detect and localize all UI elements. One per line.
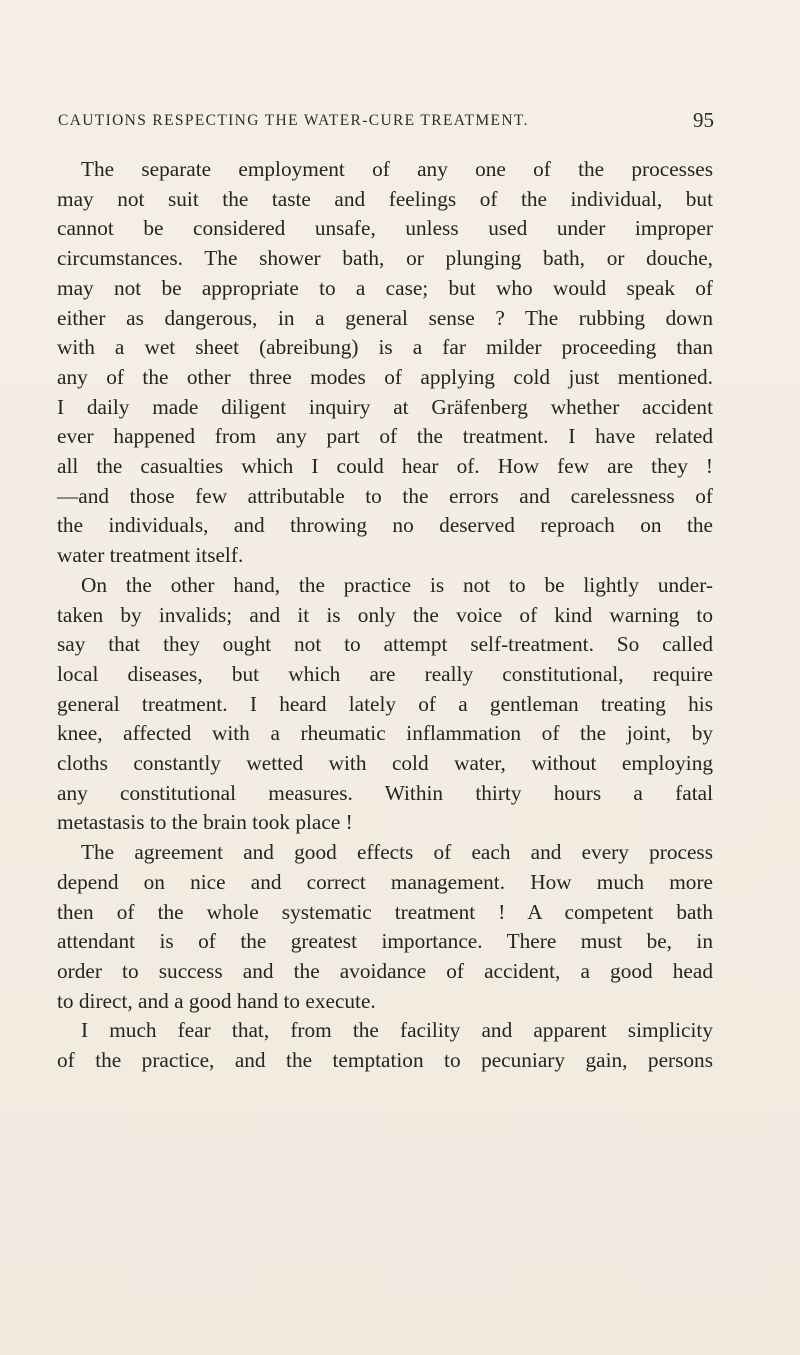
- paragraph-4: [57, 1016, 713, 1075]
- paragraph-1: [57, 155, 713, 571]
- text-line: On the other hand, the practice is not to be lightly under-: [81, 572, 713, 597]
- text-line: with a wet sheet (abreibung) is a far milder proceeding than: [57, 335, 713, 360]
- text-line: may not suit the taste and feelings of the individual, but: [57, 186, 713, 211]
- text-line: local diseases, but which are really constitutional, require: [57, 661, 713, 686]
- text-line: cannot be considered unsafe, unless used under improper: [57, 216, 713, 241]
- text-line: The agreement and good effects of each and every process: [81, 840, 713, 865]
- text-line: depend on nice and correct management. How much more: [57, 869, 713, 894]
- text-line: any constitutional measures. Within thirty hours a fatal: [57, 780, 713, 805]
- text-line: of the practice, and the temptation to pecuniary gain, persons: [57, 1048, 713, 1073]
- text-line: knee, affected with a rheumatic inflammation of the joint, by: [57, 721, 713, 746]
- text-line: any of the other three modes of applying cold just mentioned.: [57, 364, 713, 389]
- page-number: 95: [693, 108, 714, 132]
- text-line: general treatment. I heard lately of a gentleman treating his: [57, 691, 713, 716]
- text-line: I much fear that, from the facility and apparent simplicity: [81, 1018, 713, 1043]
- text-line: The separate employment of any one of the processes: [81, 157, 713, 181]
- text-line: cloths constantly wetted with cold water, without employing: [57, 751, 713, 776]
- text-line: all the casualties which I could hear of. How few are they !: [57, 454, 713, 479]
- text-line: ever happened from any part of the treatment. I have related: [57, 424, 713, 449]
- text-line: may not be appropriate to a case; but who would speak of: [57, 275, 713, 300]
- text-line: then of the whole systematic treatment ! A competent bath: [57, 899, 713, 924]
- text-line: to direct, and a good hand to execute.: [57, 988, 376, 1013]
- text-line: attendant is of the greatest importance. There must be, in: [57, 929, 713, 954]
- text-line: circumstances. The shower bath, or plunging bath, or douche,: [57, 246, 713, 271]
- paragraph-3: [57, 838, 713, 1016]
- text-line: either as dangerous, in a general sense ? The rubbing down: [57, 305, 713, 330]
- text-line: I daily made diligent inquiry at Gräfenberg whether accident: [57, 394, 713, 419]
- text-line: taken by invalids; and it is only the voice of kind warning to: [57, 602, 713, 627]
- running-title: CAUTIONS RESPECTING THE WATER-CURE TREATMENT.: [58, 112, 529, 129]
- text-line: the individuals, and throwing no deserved reproach on the: [57, 513, 713, 538]
- body-text: [57, 155, 713, 1076]
- text-line: water treatment itself.: [57, 543, 244, 568]
- paragraph-2: [57, 571, 713, 838]
- text-line: order to success and the avoidance of accident, a good head: [57, 958, 713, 983]
- text-line: say that they ought not to attempt self-treatment. So called: [57, 632, 713, 657]
- text-line: metastasis to the brain took place !: [57, 810, 353, 835]
- text-line: —and those few attributable to the errors and carelessness of: [57, 483, 713, 508]
